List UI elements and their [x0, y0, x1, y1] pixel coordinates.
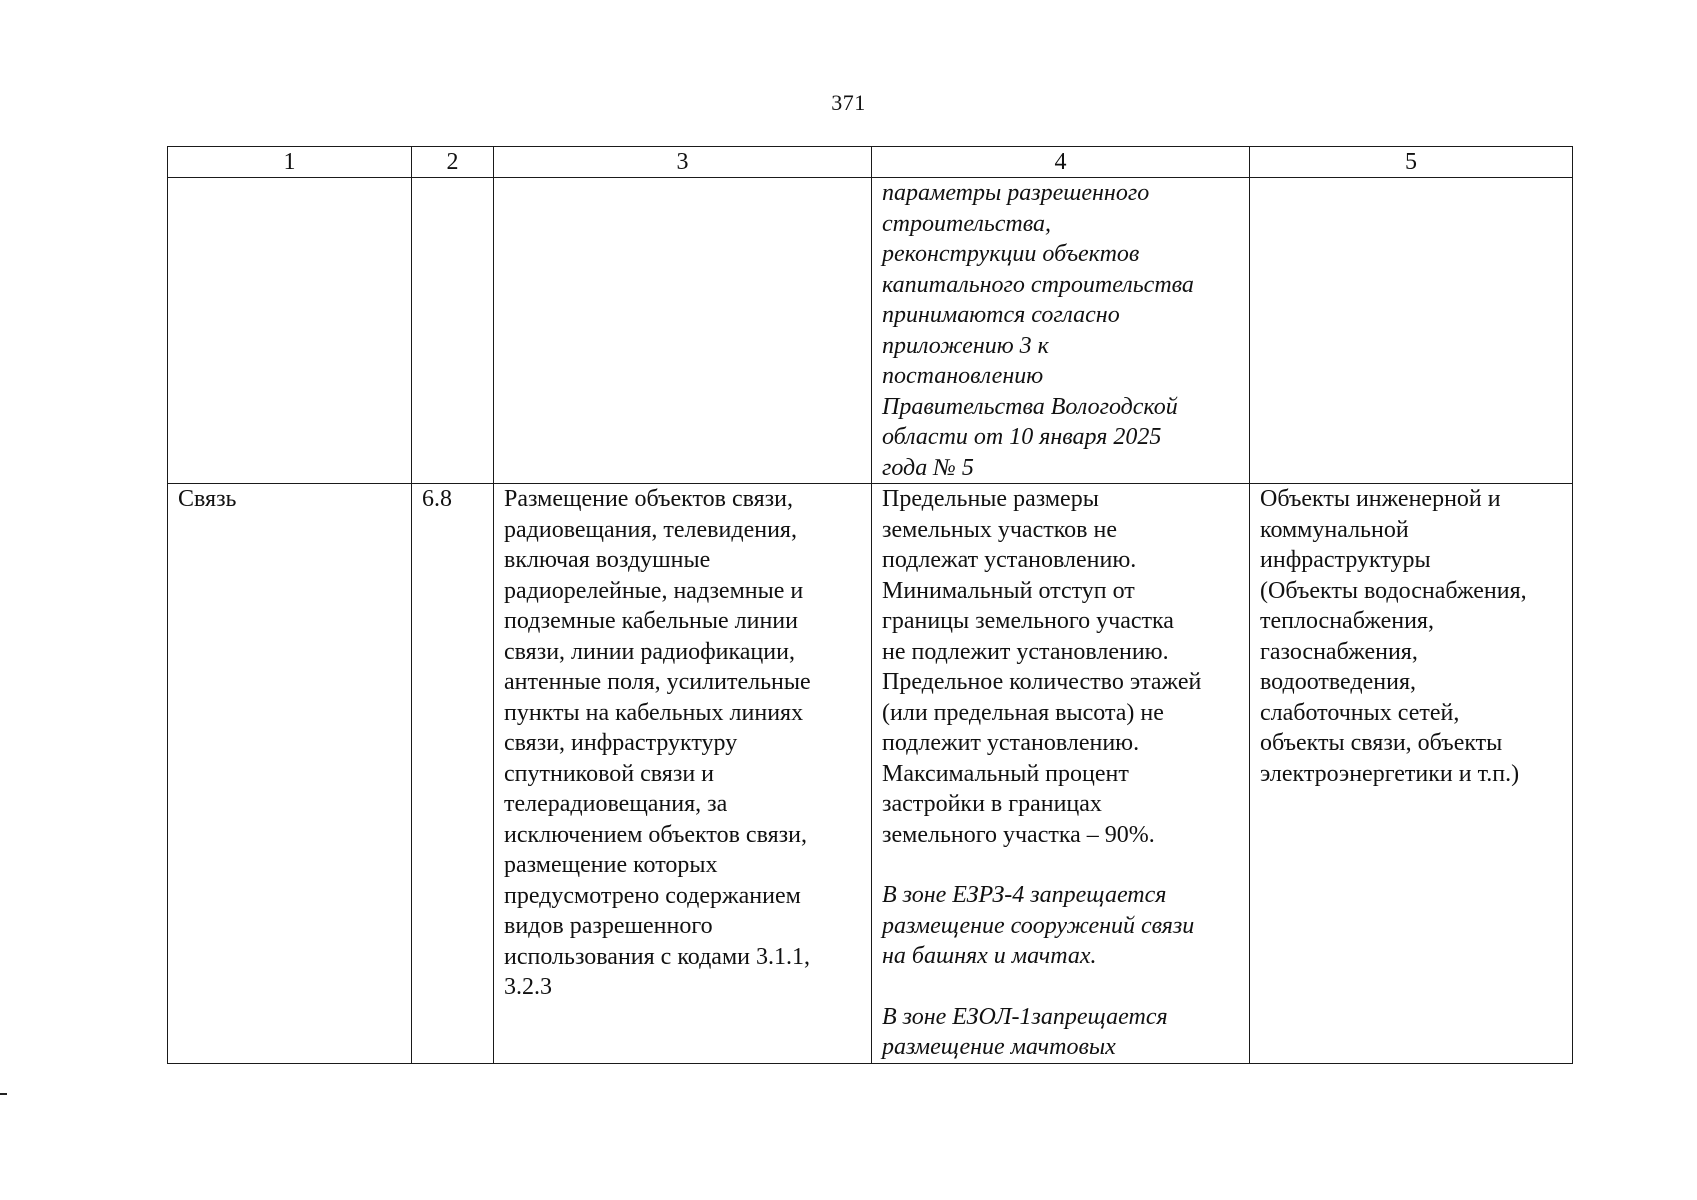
- line: телерадиовещания, за: [504, 791, 728, 817]
- line: предусмотрено содержанием: [504, 882, 801, 909]
- line: радиовещания, телевидения,: [504, 516, 797, 543]
- line: земельных участков не: [882, 516, 1117, 543]
- line: Правительства Вологодской: [882, 393, 1178, 420]
- line: объекты связи, объекты: [1260, 730, 1503, 756]
- cell-r1-c3: [494, 178, 872, 484]
- scan-edge-mark: [0, 1093, 7, 1095]
- line: связи, инфраструктуру: [504, 730, 738, 756]
- line: строительства,: [882, 210, 1051, 237]
- line: газоснабжения,: [1260, 638, 1418, 665]
- header-col-2: 2: [412, 147, 494, 178]
- line: антенные поля, усилительные: [504, 669, 811, 695]
- header-col-1: 1: [168, 147, 412, 178]
- line: подлежит установлению.: [882, 730, 1140, 756]
- line: на башнях и мачтах.: [882, 943, 1097, 969]
- line: подлежат установлению.: [882, 547, 1137, 573]
- line: инфраструктуры: [1260, 547, 1431, 573]
- line: года № 5: [882, 454, 974, 481]
- line: В зоне ЕЗОЛ-1запрещается: [882, 1003, 1168, 1030]
- line: связи, линии радиофикации,: [504, 638, 795, 665]
- cell-r2-c3: [494, 484, 872, 1064]
- line: радиорелейные, надземные и: [504, 577, 804, 604]
- line: теплоснабжения,: [1260, 608, 1434, 634]
- cell-r1-c2: [412, 178, 494, 484]
- line: реконструкции объектов: [882, 241, 1140, 267]
- line: Объекты инженерной и: [1260, 486, 1501, 512]
- line: приложению 3 к: [882, 332, 1049, 359]
- line: (Объекты водоснабжения,: [1260, 577, 1527, 604]
- line: водоотведения,: [1260, 669, 1416, 695]
- line: области от 10 января 2025: [882, 424, 1162, 450]
- line: слаботочных сетей,: [1260, 699, 1460, 726]
- line: капитального строительства: [882, 271, 1194, 298]
- regulations-table: [167, 146, 1573, 1064]
- line: Минимальный отступ от: [882, 577, 1135, 604]
- cell-r2-c5: [1250, 484, 1573, 1064]
- paragraph-gap: [882, 850, 1239, 880]
- line: 3.2.3: [504, 974, 552, 1000]
- line: коммунальной: [1260, 516, 1409, 543]
- paragraph-gap: [882, 972, 1239, 1002]
- line: Предельное количество этажей: [882, 669, 1202, 695]
- line: В зоне ЕЗРЗ-4 запрещается: [882, 882, 1167, 908]
- line: параметры разрешенного: [882, 180, 1150, 206]
- cell-r2-c4: [872, 484, 1250, 1064]
- table-row-continuation: [168, 178, 1573, 484]
- line: видов разрешенного: [504, 913, 713, 939]
- line: земельного участка – 90%.: [882, 821, 1155, 848]
- cell-r2-c1: Связь: [168, 484, 412, 1064]
- line: Размещение объектов связи,: [504, 486, 794, 512]
- header-col-3: 3: [494, 147, 872, 178]
- line: Предельные размеры: [882, 486, 1099, 512]
- header-row: [168, 147, 1573, 178]
- line: спутниковой связи и: [504, 760, 714, 787]
- line: застройки в границах: [882, 791, 1102, 817]
- line: включая воздушные: [504, 547, 711, 573]
- header-col-5: 5: [1250, 147, 1573, 178]
- line: исключением объектов связи,: [504, 821, 807, 848]
- header-col-4: 4: [872, 147, 1250, 178]
- cell-r2-c2: 6.8: [412, 484, 494, 1064]
- line: принимаются согласно: [882, 302, 1120, 328]
- cell-r1-c1: [168, 178, 412, 484]
- line: использования с кодами 3.1.1,: [504, 943, 810, 970]
- line: границы земельного участка: [882, 608, 1174, 634]
- table-row-svyaz: [168, 484, 1573, 1064]
- line: размещение сооружений связи: [882, 912, 1195, 939]
- line: подземные кабельные линии: [504, 608, 798, 634]
- line: электроэнергетики и т.п.): [1260, 760, 1520, 787]
- line: размещение которых: [504, 852, 718, 878]
- line: пункты на кабельных линиях: [504, 699, 804, 726]
- line: постановлению: [882, 363, 1044, 389]
- line: не подлежит установлению.: [882, 638, 1169, 665]
- page-number: 371: [831, 90, 866, 115]
- cell-r1-c4: [872, 178, 1250, 484]
- line: размещение мачтовых: [882, 1034, 1116, 1060]
- line: Максимальный процент: [882, 760, 1129, 787]
- cell-r1-c5: [1250, 178, 1573, 484]
- line: (или предельная высота) не: [882, 699, 1164, 726]
